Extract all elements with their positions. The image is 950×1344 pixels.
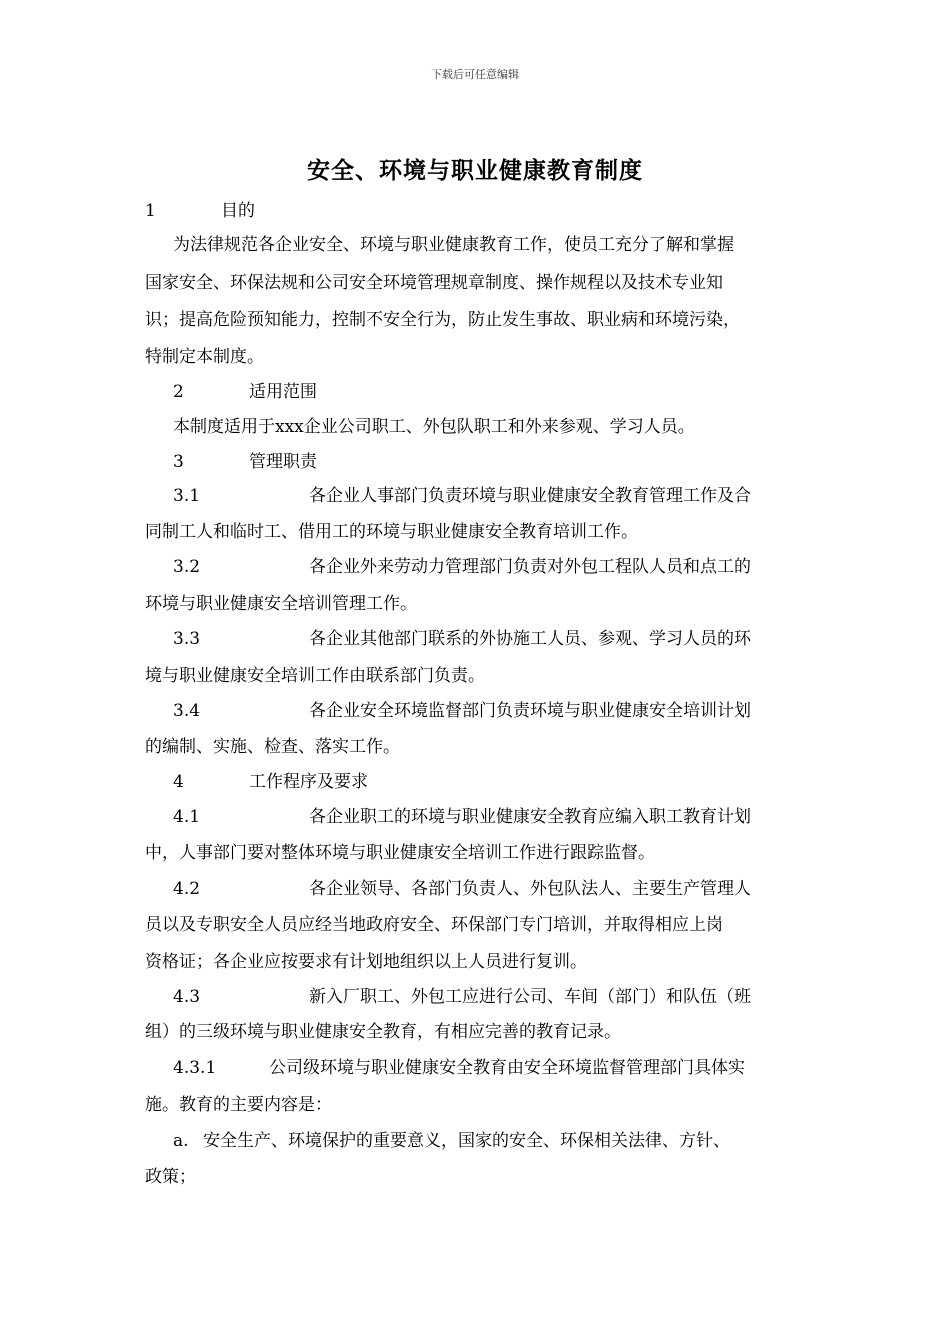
clause-number: 4.1 [173, 807, 201, 827]
paragraph-line: 的编制、实施、检查、落实工作。 [145, 737, 400, 757]
clause-4-2 [173, 877, 751, 901]
list-item-text: 安全生产、环境保护的重要意义，国家的安全、环保相关法律、方针、 [203, 1131, 730, 1151]
clause-4-3 [173, 985, 751, 1009]
clause-number: 4.2 [173, 879, 201, 899]
section-heading-2 [173, 380, 317, 404]
clause-text: 各企业外来劳动力管理部门负责对外包工程队人员和点工的 [309, 557, 751, 577]
clause-number: 4.3.1 [173, 1058, 217, 1078]
clause-number: 3.4 [173, 701, 201, 721]
clause-text: 各企业其他部门联系的外协施工人员、参观、学习人员的环 [309, 629, 751, 649]
paragraph-line: 中，人事部门要对整体环境与职业健康安全培训工作进行跟踪监督。 [145, 843, 655, 863]
paragraph-line: 境与职业健康安全培训工作由联系部门负责。 [145, 666, 485, 686]
clause-text: 各企业安全环境监督部门负责环境与职业健康安全培训计划 [309, 701, 751, 721]
section-number: 4 [173, 772, 184, 792]
clause-text: 各企业职工的环境与职业健康安全教育应编入职工教育计划 [309, 807, 751, 827]
section-title: 适用范围 [249, 382, 317, 402]
clause-text: 新入厂职工、外包工应进行公司、车间（部门）和队伍（班 [309, 987, 751, 1007]
clause-text: 各企业领导、各部门负责人、外包队法人、主要生产管理人 [309, 879, 751, 899]
paragraph-line: 国家安全、环保法规和公司安全环境管理规章制度、操作规程以及技术专业知 [145, 273, 723, 293]
paragraph-line: 本制度适用于xxx企业公司职工、外包队职工和外来参观、学习人员。 [173, 417, 695, 437]
list-marker: a. [173, 1131, 189, 1151]
paragraph-line: 特制定本制度。 [145, 347, 264, 367]
paragraph-line: 资格证；各企业应按要求有计划地组织以上人员进行复训。 [145, 952, 587, 972]
document-title: 安全、环境与职业健康教育制度 [307, 157, 643, 184]
clause-3-3 [173, 627, 751, 651]
clause-4-1 [173, 805, 751, 829]
clause-number: 3.3 [173, 629, 201, 649]
section-title: 管理职责 [249, 452, 317, 472]
header-note: 下载后可任意编辑 [431, 68, 519, 81]
clause-text: 各企业人事部门负责环境与职业健康安全教育管理工作及合 [309, 486, 751, 506]
paragraph-line: 施。教育的主要内容是： [145, 1095, 332, 1115]
clause-text: 公司级环境与职业健康安全教育由安全环境监督管理部门具体实 [269, 1058, 745, 1078]
section-title: 工作程序及要求 [249, 772, 368, 792]
paragraph-line: 识；提高危险预知能力，控制不安全行为，防止发生事故、职业病和环境污染， [145, 310, 740, 330]
clause-number: 3.1 [173, 486, 201, 506]
clause-4-3-1 [173, 1056, 745, 1080]
paragraph-line: 同制工人和临时工、借用工的环境与职业健康安全教育培训工作。 [145, 522, 638, 542]
clause-3-2 [173, 555, 751, 579]
section-number: 2 [173, 382, 184, 402]
paragraph-line: 为法律规范各企业安全、环境与职业健康教育工作，使员工充分了解和掌握 [173, 235, 734, 255]
paragraph-line: 政策； [145, 1167, 196, 1187]
paragraph-line: 组）的三级环境与职业健康安全教育，有相应完善的教育记录。 [145, 1022, 621, 1042]
paragraph-line: 环境与职业健康安全培训管理工作。 [145, 594, 417, 614]
section-heading-1 [145, 199, 255, 223]
clause-3-1 [173, 484, 751, 508]
clause-number: 3.2 [173, 557, 201, 577]
section-heading-3 [173, 450, 317, 474]
section-heading-4 [173, 770, 368, 794]
section-title: 目的 [221, 201, 255, 221]
section-number: 1 [145, 201, 156, 221]
paragraph-line: 员以及专职安全人员应经当地政府安全、环保部门专门培训，并取得相应上岗 [145, 915, 723, 935]
section-number: 3 [173, 452, 184, 472]
clause-3-4 [173, 699, 751, 723]
list-item-a [173, 1129, 730, 1153]
clause-number: 4.3 [173, 987, 201, 1007]
